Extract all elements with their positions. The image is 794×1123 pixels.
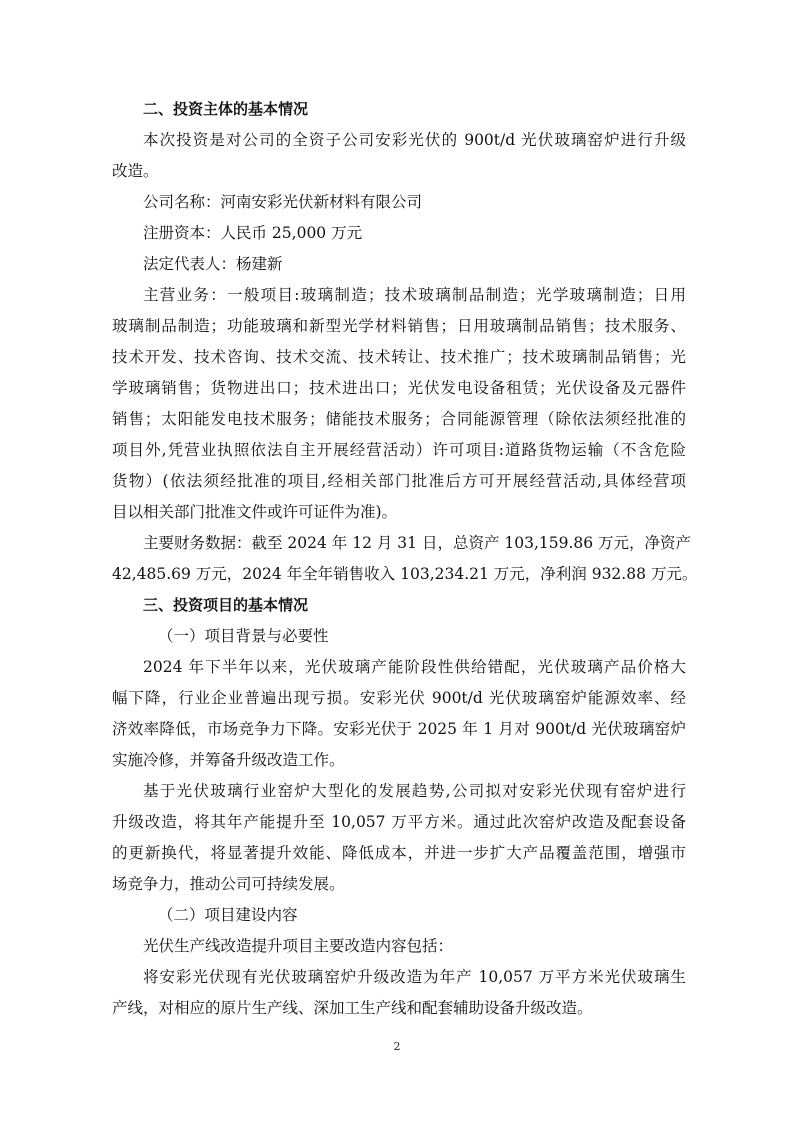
financial-data-line: 主要财务数据：截至 2024 年 12 月 31 日，总资产 103,159.86 万元，净资产 xyxy=(143,534,692,552)
business-scope-line: 玻璃制品制造；功能玻璃和新型光学材料销售；日用玻璃制品销售；技术服务、 xyxy=(112,317,686,335)
section-heading-project: 三、投资项目的基本情况 xyxy=(143,596,309,614)
company-name: 公司名称：河南安彩光伏新材料有限公司 xyxy=(143,193,423,211)
paragraph-line: 光伏生产线改造提升项目主要改造内容包括： xyxy=(143,937,454,955)
document-body xyxy=(112,94,698,1024)
section-heading-investor: 二、投资主体的基本情况 xyxy=(143,100,309,118)
paragraph-line: 幅下降，行业企业普遍出现亏损。安彩光伏 900t/d 光伏玻璃窑炉能源效率、经 xyxy=(112,689,686,707)
subheading-background: （一）项目背景与必要性 xyxy=(158,627,329,645)
business-scope-line: 学玻璃销售；货物进出口；技术进出口；光伏发电设备租赁；光伏设备及元器件 xyxy=(112,379,686,397)
paragraph-line: 2024 年下半年以来，光伏玻璃产能阶段性供给错配，光伏玻璃产品价格大 xyxy=(143,658,686,676)
financial-data-line: 42,485.69 万元，2024 年全年销售收入 103,234.21 万元，净利润 932.88 万元。 xyxy=(112,565,698,583)
paragraph-line: 升级改造，将其年产能提升至 10,057 万平方米。通过此次窑炉改造及配套设备 xyxy=(112,813,686,831)
business-scope-line: 技术开发、技术咨询、技术交流、技术转让、技术推广；技术玻璃制品销售；光 xyxy=(112,348,686,366)
paragraph-line: 场竞争力，推动公司可持续发展。 xyxy=(112,875,345,893)
registered-capital: 注册资本：人民币 25,000 万元 xyxy=(143,224,363,242)
subheading-construction: （二）项目建设内容 xyxy=(158,906,298,924)
paragraph-line: 实施冷修，并筹备升级改造工作。 xyxy=(112,751,345,769)
paragraph-line: 济效率降低，市场竞争力下降。安彩光伏于 2025 年 1 月对 900t/d 光伏玻璃窑炉 xyxy=(112,720,686,738)
business-scope-line: 目以相关部门批准文件或许可证件为准)。 xyxy=(112,503,398,521)
page-number: 2 xyxy=(393,1040,401,1053)
business-scope-line: 货物）(依法须经批准的项目,经相关部门批准后方可开展经营活动,具体经营项 xyxy=(112,472,686,490)
business-scope-line: 销售；太阳能发电技术服务；储能技术服务；合同能源管理（除依法须经批准的 xyxy=(112,410,686,428)
paragraph-line: 基于光伏玻璃行业窑炉大型化的发展趋势,公司拟对安彩光伏现有窑炉进行 xyxy=(143,782,686,800)
legal-representative: 法定代表人：杨建新 xyxy=(143,255,283,273)
paragraph-line: 产线，对相应的原片生产线、深加工生产线和配套辅助设备升级改造。 xyxy=(112,999,593,1017)
paragraph-line: 的更新换代，将显著提升效能、降低成本，并进一步扩大产品覆盖范围，增强市 xyxy=(112,844,686,862)
paragraph-line: 将安彩光伏现有光伏玻璃窑炉升级改造为年产 10,057 万平方米光伏玻璃生 xyxy=(143,968,686,986)
business-scope-line: 项目外,凭营业执照依法自主开展经营活动）许可项目:道路货物运输（不含危险 xyxy=(112,441,686,459)
paragraph-line: 改造。 xyxy=(112,162,159,180)
paragraph-line: 本次投资是对公司的全资子公司安彩光伏的 900t/d 光伏玻璃窑炉进行升级 xyxy=(143,131,686,149)
business-scope-line: 主营业务：一般项目:玻璃制造；技术玻璃制品制造；光学玻璃制造；日用 xyxy=(143,286,686,304)
